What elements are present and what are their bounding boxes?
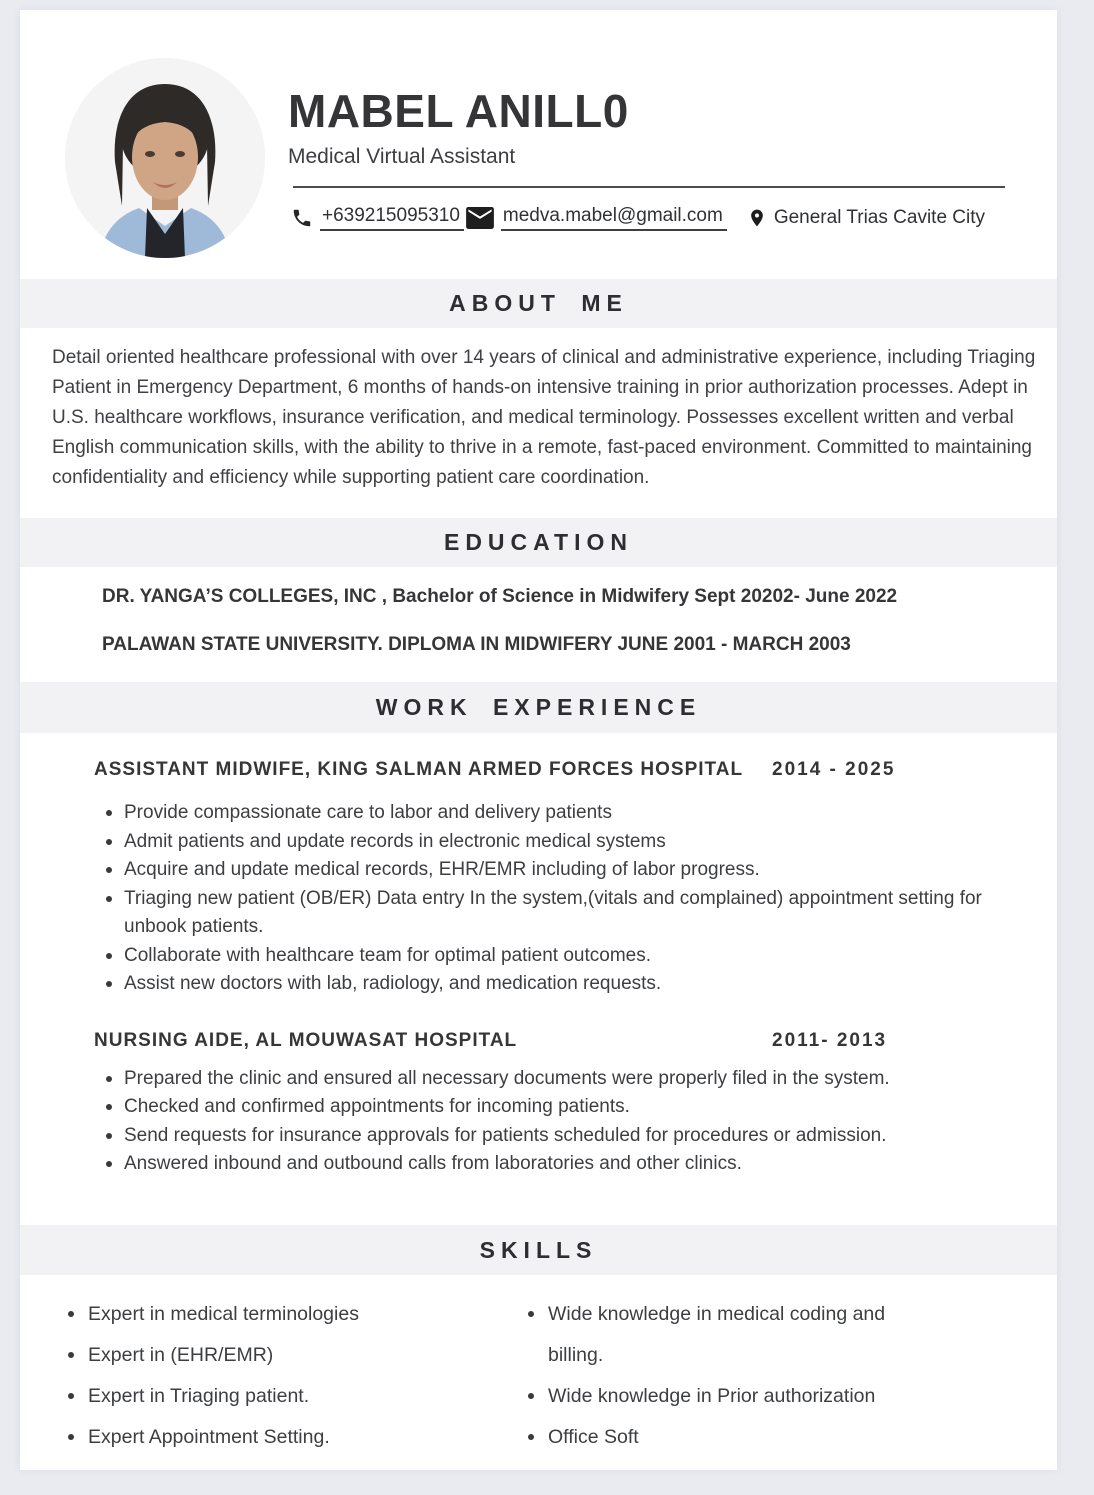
email-link[interactable]: medva.mabel@gmail.com <box>501 205 727 231</box>
bullet-item: Prepared the clinic and ensured all necessary documents were properly filed in the system. <box>104 1065 1027 1094</box>
skill-item: Expert in (EHR/EMR) <box>66 1335 526 1376</box>
resume-header <box>20 10 1057 279</box>
about-paragraph: Detail oriented healthcare professional with over 14 years of clinical and administrative experience, including Triaging Patient in Emergency Department, 6 months of hands-on intensive training in prior authorization processes. Adept in U.S. healthcare workflows, insurance verification, and medical terminology. Possesses excellent written and verbal English communication skills, with the ability to thrive in a remote, fast-paced environment. Committed to maintaining confidentiality and efficiency while supporting patient care coordination. <box>52 347 1036 488</box>
location-pin-icon <box>747 206 767 230</box>
bullet-item: Triaging new patient (OB/ER) Data entry In the system,(vitals and complained) appointment setting for unbook patients. <box>104 885 1027 942</box>
job-bullet-list <box>20 1065 1057 1179</box>
job-dates: 2014 - 2025 <box>772 759 896 780</box>
about-section-band <box>20 279 1057 328</box>
experience-section-band <box>20 682 1057 733</box>
skills-section <box>20 1275 1057 1495</box>
skills-section-band <box>20 1225 1057 1275</box>
job-header <box>20 758 1057 781</box>
skill-item: Expert in medical terminologies <box>66 1294 526 1335</box>
skill-item: Wide knowledge in medical coding and billing. <box>526 1294 901 1376</box>
location-text: General Trias Cavite City <box>773 207 986 228</box>
person-role: Medical Virtual Assistant <box>288 145 516 168</box>
profile-photo <box>65 58 265 258</box>
job-bullet-list <box>20 799 1057 999</box>
phone-group <box>291 205 464 231</box>
person-name: MABEL ANILL0 <box>288 85 629 137</box>
resume-card <box>20 10 1057 1470</box>
education-section <box>20 567 1057 682</box>
skills-right-column <box>526 1294 901 1495</box>
contact-row <box>291 205 1018 231</box>
education-entry: PALAWAN STATE UNIVERSITY. DIPLOMA IN MIDWIFERY JUNE 2001 - MARCH 2003 <box>102 634 851 655</box>
experience-section <box>20 758 1057 1225</box>
education-heading: EDUCATION <box>443 529 633 555</box>
about-section <box>20 328 1057 518</box>
bullet-item: Acquire and update medical records, EHR/EMR including of labor progress. <box>104 856 1027 885</box>
job-title: ASSISTANT MIDWIFE, KING SALMAN ARMED FORCES HOSPITAL <box>94 759 744 780</box>
bullet-item: Admit patients and update records in electronic medical systems <box>104 828 1027 857</box>
bullet-item: Assist new doctors with lab, radiology, and medication requests. <box>104 970 1027 999</box>
location-group <box>747 206 985 230</box>
phone-link[interactable]: +639215095310 <box>320 205 464 231</box>
job-header <box>20 1029 1057 1052</box>
bullet-item: Send requests for insurance approvals for patients scheduled for procedures or admission. <box>104 1122 1027 1151</box>
job-dates: 2011- 2013 <box>772 1029 888 1051</box>
education-section-band <box>20 518 1057 567</box>
job-title: NURSING AIDE, AL MOUWASAT HOSPITAL <box>94 1029 518 1051</box>
skill-item: Expert Appointment Setting. <box>66 1417 526 1458</box>
bullet-item: Checked and confirmed appointments for incoming patients. <box>104 1093 1027 1122</box>
education-entry: DR. YANGA’S COLLEGES, INC , Bachelor of Science in Midwifery Sept 20202- June 2022 <box>102 586 898 607</box>
about-heading: ABOUT ME <box>449 290 628 316</box>
skills-left-column <box>66 1294 526 1495</box>
email-group <box>466 205 727 231</box>
header-divider <box>293 186 1005 188</box>
email-icon <box>466 207 494 229</box>
phone-icon <box>291 207 313 229</box>
skill-item: Office Soft <box>526 1417 901 1458</box>
bullet-item: Provide compassionate care to labor and delivery patients <box>104 799 1027 828</box>
skill-item: Wide knowledge in Prior authorization <box>526 1376 901 1417</box>
bullet-item: Answered inbound and outbound calls from laboratories and other clinics. <box>104 1150 1027 1179</box>
skills-heading: SKILLS <box>479 1236 598 1263</box>
experience-heading: WORK EXPERIENCE <box>375 694 702 720</box>
bullet-item: Collaborate with healthcare team for optimal patient outcomes. <box>104 942 1027 971</box>
header-text-block <box>288 10 1018 231</box>
skill-item: Expert in Triaging patient. <box>66 1376 526 1417</box>
profile-photo-illustration <box>65 58 265 258</box>
